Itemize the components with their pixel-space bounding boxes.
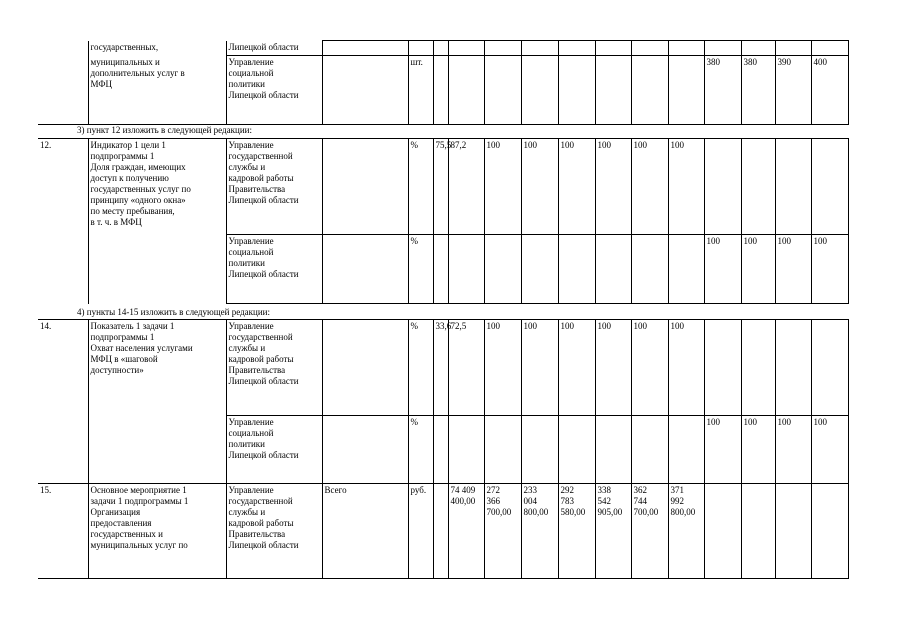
cell-indicator-name: Индикатор 1 цели 1 подпрограммы 1 Доля граждан, имеющих доступ к получению государственных услуг по принципу «одного окна» по месту пребывания, в т. ч. в МФЦ [88,139,226,304]
cell-value: 100 [811,235,848,304]
cell-empty [322,235,408,304]
cell-indicator-name: Показатель 1 задачи 1 подпрограммы 1 Охват населения услугами МФЦ в «шаговой доступности» [88,320,226,484]
cell-value: 87,2 [448,139,484,235]
cell-empty [741,41,775,56]
cell-unit: руб. [408,484,433,579]
cell-value: 100 [558,320,595,416]
cell-empty [595,56,631,125]
cell-value: 100 [741,235,775,304]
cell-row-number: 14. [38,320,88,484]
cell-value: 100 [704,235,741,304]
cell-value: 390 [775,56,811,125]
cell-empty [668,56,704,125]
cell-value: 371 992 800,00 [668,484,704,579]
cell-empty [448,56,484,125]
table-rows-14-15 [38,319,849,579]
cell-empty [811,41,848,56]
cell-empty [322,416,408,484]
cell-value: 380 [741,56,775,125]
cell-unit: % [408,139,433,235]
cell-value: 100 [521,139,558,235]
cell-empty [484,235,521,304]
cell-empty [448,41,484,56]
cell-empty [433,235,448,304]
cell-empty [521,56,558,125]
cell-empty [558,416,595,484]
cell-empty [408,41,433,56]
cell-funding-source: Всего [322,484,408,579]
cell-value: 100 [775,416,811,484]
cell-value: 72,5 [448,320,484,416]
cell-empty [448,235,484,304]
cell-value: 100 [741,416,775,484]
cell-empty [704,320,741,416]
cell-empty [433,416,448,484]
cell-empty [704,41,741,56]
cell-executor: Управление социальной политики Липецкой области [226,56,322,125]
cell-service-name: муниципальных и дополнительных услуг в МФЦ [88,56,226,125]
cell-empty [668,41,704,56]
cell-empty [558,235,595,304]
cell-value: 100 [631,320,668,416]
cell-empty [668,416,704,484]
cell-empty [631,56,668,125]
cell-empty [433,56,448,125]
cell-unit: % [408,416,433,484]
cell-empty [484,56,521,125]
cell-value: 100 [811,416,848,484]
cell-empty [668,235,704,304]
cell-row-number: 12. [38,139,88,304]
cell-executor: Липецкой области [226,41,322,56]
cell-empty [741,320,775,416]
cell-value: 380 [704,56,741,125]
cell-empty [775,139,811,235]
cell-value: 33,6 [433,320,448,416]
cell-empty [775,484,811,579]
table-top-block [38,40,849,125]
cell-executor: Управление государственной службы и кадровой работы Правительства Липецкой области [226,320,322,416]
cell-executor: Управление государственной службы и кадровой работы Правительства Липецкой области [226,139,322,235]
cell-value [433,484,448,579]
cell-unit: % [408,235,433,304]
cell-empty [631,235,668,304]
cell-empty [521,235,558,304]
cell-executor: Управление социальной политики Липецкой области [226,416,322,484]
cell-empty [322,139,408,235]
cell-executor: Управление государственной службы и кадровой работы Правительства Липецкой области [226,484,322,579]
cell-activity-name: Основное мероприятие 1 задачи 1 подпрограммы 1 Организация предоставления государственных и муниципальных услуг по [88,484,226,579]
cell-empty [741,139,775,235]
cell-value: 100 [558,139,595,235]
cell-empty [741,484,775,579]
cell-value: 100 [521,320,558,416]
cell-value: 74 409 400,00 [448,484,484,579]
cell-empty [811,484,848,579]
cell-empty [704,139,741,235]
cell-empty [631,41,668,56]
cell-empty [433,41,448,56]
cell-value: 400 [811,56,848,125]
cell-empty [322,56,408,125]
cell-empty [558,41,595,56]
cell-value: 362 744 700,00 [631,484,668,579]
cell-service-name: государственных, [88,41,226,56]
amendment-note-3: 3) пункт 12 изложить в следующей редакции: [77,125,252,135]
cell-value: 100 [484,320,521,416]
cell-empty [631,416,668,484]
cell-empty [521,41,558,56]
cell-executor: Управление социальной политики Липецкой области [226,235,322,304]
cell-empty [595,416,631,484]
cell-value: 75,5 [433,139,448,235]
cell-empty [811,139,848,235]
cell-value: 338 542 905,00 [595,484,631,579]
cell-empty [38,41,88,56]
cell-empty [595,41,631,56]
cell-empty [704,484,741,579]
cell-value: 233 004 800,00 [521,484,558,579]
cell-empty [322,41,408,56]
cell-empty [322,320,408,416]
amendment-note-4: 4) пункты 14-15 изложить в следующей редакции: [77,307,270,317]
cell-value: 100 [704,416,741,484]
cell-value: 292 783 580,00 [558,484,595,579]
cell-unit: шт. [408,56,433,125]
cell-empty [448,416,484,484]
cell-empty [595,235,631,304]
cell-empty [775,320,811,416]
cell-empty [811,320,848,416]
cell-value: 100 [595,139,631,235]
cell-value: 100 [631,139,668,235]
cell-unit: % [408,320,433,416]
cell-empty [775,41,811,56]
cell-value: 100 [668,320,704,416]
cell-empty [484,416,521,484]
cell-value: 100 [668,139,704,235]
cell-empty [558,56,595,125]
cell-row-number: 15. [38,484,88,579]
cell-value: 100 [595,320,631,416]
cell-value: 100 [775,235,811,304]
cell-value: 272 366 700,00 [484,484,521,579]
cell-value: 100 [484,139,521,235]
cell-empty [484,41,521,56]
cell-empty [521,416,558,484]
cell-empty [38,56,88,125]
table-row-12 [38,138,849,304]
